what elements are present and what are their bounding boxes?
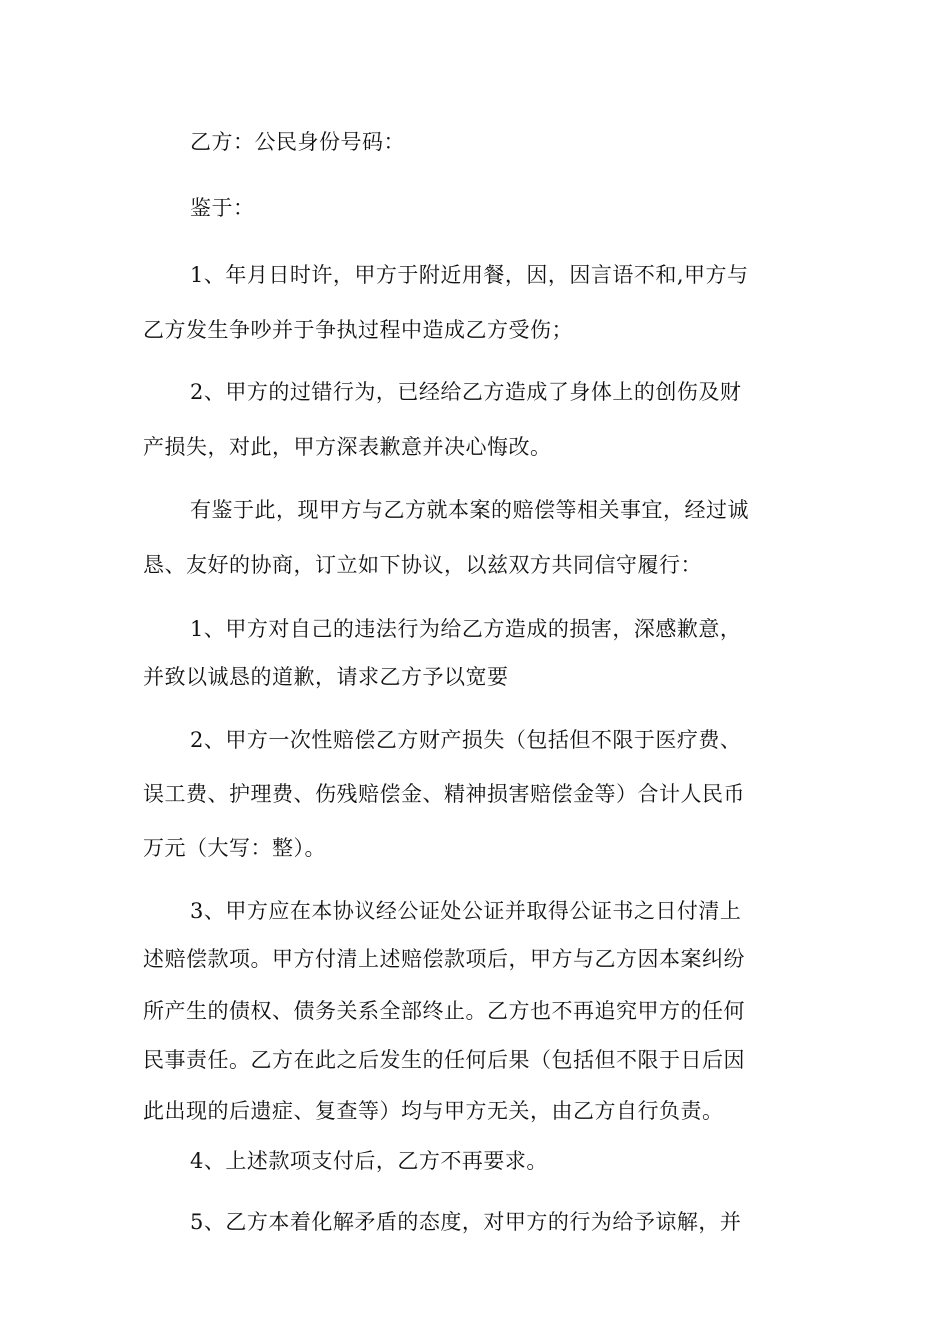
clause-2-line-1: 2、甲方一次性赔偿乙方财产损失（包括但不限于医疗费、 — [190, 728, 742, 752]
whereas-heading: 鉴于： — [190, 196, 255, 220]
clause-5-line-1: 5、乙方本着化解矛盾的态度，对甲方的行为给予谅解，并 — [190, 1210, 742, 1234]
recital-2-line-1: 2、甲方的过错行为，已经给乙方造成了身体上的创伤及财 — [190, 380, 742, 404]
clause-2-line-3: 万元（大写：整）。 — [143, 836, 326, 860]
clause-2-line-2: 误工费、护理费、伤残赔偿金、精神损害赔偿金等）合计人民币 — [143, 782, 745, 806]
clause-1-line-2: 并致以诚恳的道歉，请求乙方予以宽要 — [143, 665, 509, 689]
recital-2-line-2: 产损失，对此，甲方深表歉意并决心悔改。 — [143, 435, 552, 459]
recital-1-line-2: 乙方发生争吵并于争执过程中造成乙方受伤； — [143, 318, 573, 342]
clause-3-line-4: 民事责任。乙方在此之后发生的任何后果（包括但不限于日后因 — [143, 1048, 745, 1072]
clause-3-line-5: 此出现的后遗症、复查等）均与甲方无关，由乙方自行负责。 — [143, 1099, 724, 1123]
clause-3-line-1: 3、甲方应在本协议经公证处公证并取得公证书之日付清上 — [190, 899, 742, 923]
preamble-line-1: 有鉴于此，现甲方与乙方就本案的赔偿等相关事宜，经过诚 — [190, 498, 749, 522]
party-b-id-line: 乙方：公民身份号码： — [190, 130, 405, 154]
recital-1-line-1: 1、年月日时许，甲方于附近用餐，因，因言语不和,甲方与 — [190, 263, 749, 287]
clause-3-line-3: 所产生的债权、债务关系全部终止。乙方也不再追究甲方的任何 — [143, 999, 745, 1023]
preamble-line-2: 恳、友好的协商，订立如下协议，以兹双方共同信守履行： — [143, 553, 702, 577]
clause-3-line-2: 述赔偿款项。甲方付清上述赔偿款项后，甲方与乙方因本案纠纷 — [143, 947, 745, 971]
clause-1-line-1: 1、甲方对自己的违法行为给乙方造成的损害，深感歉意， — [190, 617, 742, 641]
clause-4-line-1: 4、上述款项支付后，乙方不再要求。 — [190, 1149, 548, 1173]
